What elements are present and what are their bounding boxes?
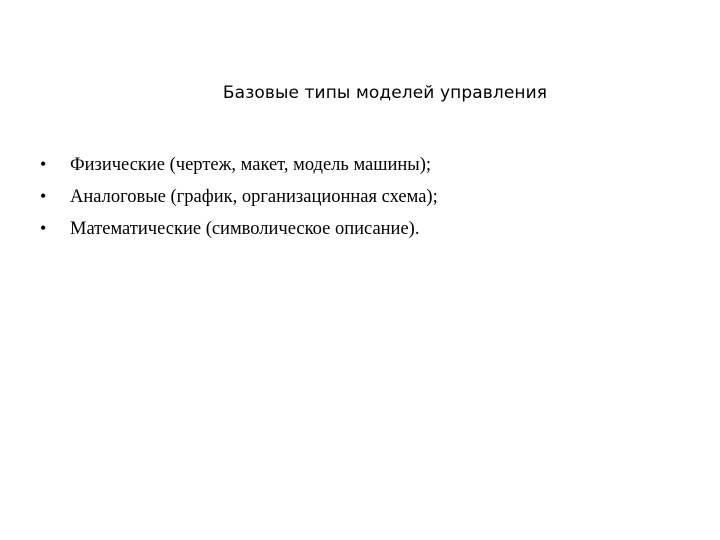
list-item [40,180,438,212]
list-item-text: Аналоговые (график, организационная схема); [70,187,438,207]
bullet-list [40,148,438,244]
list-item-text: Физические (чертеж, макет, модель машины); [70,155,432,175]
slide-title: Базовые типы моделей управления [222,83,548,103]
list-item-text: Математические (символическое описание). [70,219,420,239]
bullet-icon: • [40,218,47,238]
bullet-icon: • [40,186,47,206]
list-item [40,212,438,244]
list-item [40,148,438,180]
bullet-icon: • [40,154,47,174]
